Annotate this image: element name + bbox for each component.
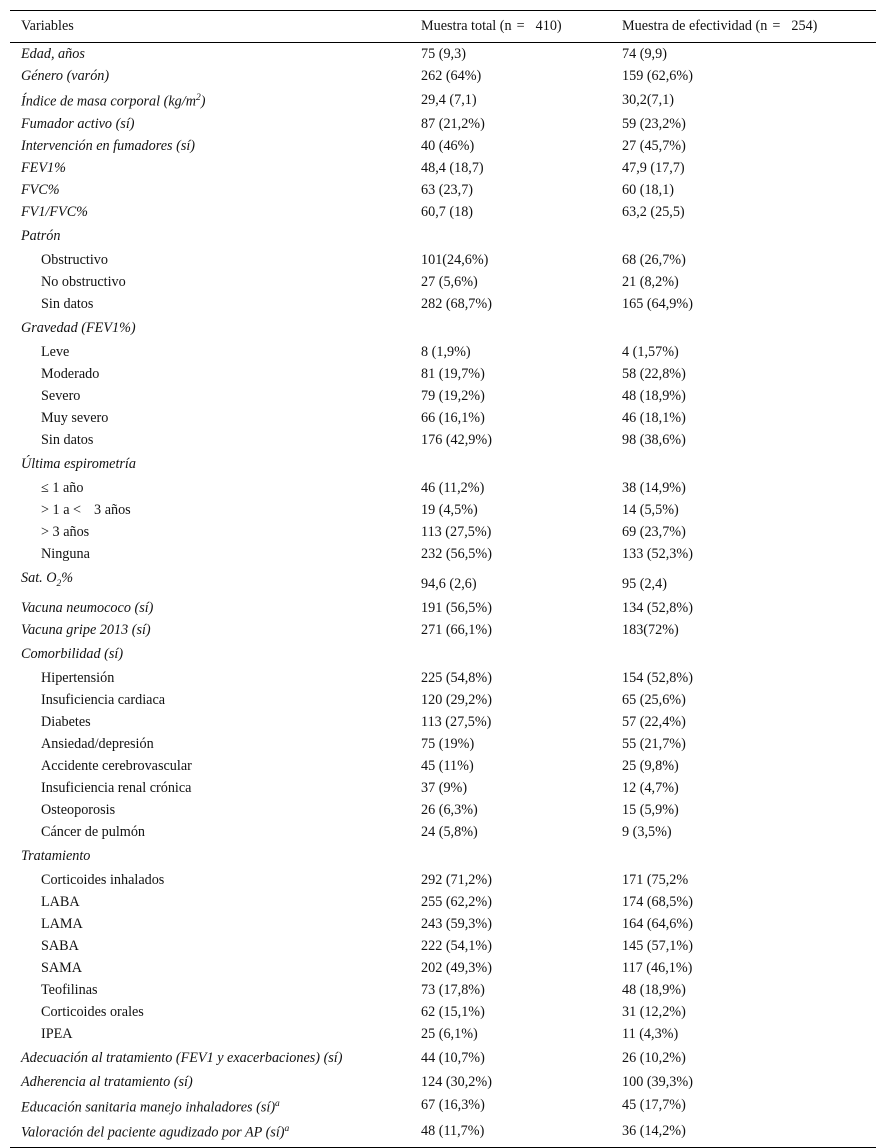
effectiveness-sample-value: 30,2(7,1) [622,91,675,108]
table-row [10,711,876,733]
row-label: Adecuación al tratamiento (FEV1 y exacerbaciones) (sí) [21,1049,343,1066]
total-sample-value: 8 (1,9%) [421,343,471,360]
header-variables: Variables [21,18,74,34]
effectiveness-sample-value: 183(72%) [622,621,679,638]
total-sample-value: 243 (59,3%) [421,915,492,932]
table-row [10,957,876,979]
total-sample-value: 81 (19,7%) [421,365,485,382]
effectiveness-sample-value [613,451,876,477]
total-sample-value: 73 (17,8%) [421,981,485,998]
total-sample-value: 26 (6,3%) [421,801,478,818]
effectiveness-sample-value: 58 (22,8%) [622,365,686,382]
total-sample-value: 87 (21,2%) [421,115,485,132]
total-sample-value: 27 (5,6%) [421,273,478,290]
total-sample-value: 271 (66,1%) [421,621,492,638]
table-row [10,87,876,113]
total-sample-value: 75 (9,3) [421,46,466,62]
row-label: Ansiedad/depresión [41,735,154,752]
total-sample-value [412,451,613,477]
total-sample-value: 113 (27,5%) [421,523,492,540]
effectiveness-sample-value: 165 (64,9%) [622,295,693,312]
effectiveness-sample-value: 65 (25,6%) [622,691,686,708]
effectiveness-sample-value: 38 (14,9%) [622,479,686,496]
effectiveness-sample-value: 48 (18,9%) [622,387,686,404]
effectiveness-sample-value: 27 (45,7%) [622,137,686,154]
table-row [10,565,876,597]
effectiveness-sample-value: 60 (18,1) [622,181,675,198]
effectiveness-sample-value: 117 (46,1%) [622,959,693,976]
table-row [10,201,876,223]
row-label: FVC% [21,181,60,198]
table-row [10,249,876,271]
table-row [10,271,876,293]
table-row [10,1023,876,1045]
total-sample-value: 60,7 (18) [421,203,474,220]
table-row [10,407,876,429]
effectiveness-sample-value: 100 (39,3%) [622,1073,693,1090]
effectiveness-sample-value [613,641,876,667]
row-label: > 3 años [41,523,90,540]
effectiveness-sample-value: 63,2 (25,5) [622,203,685,220]
table-row [10,315,876,341]
total-sample-value: 191 (56,5%) [421,599,492,616]
table-row [10,935,876,957]
effectiveness-sample-value: 68 (26,7%) [622,251,686,268]
row-label: Diabetes [41,713,91,730]
table-row [10,1118,876,1144]
row-label: Valoración del paciente agudizado por AP (sí)$^a$ [21,1124,290,1142]
row-label: Género (varón) [21,68,110,84]
table-row [10,499,876,521]
effectiveness-sample-value: 46 (18,1%) [622,409,686,426]
total-sample-value: 222 (54,1%) [421,937,492,954]
row-label: > 1 a < 3 años [41,501,131,518]
effectiveness-sample-value: 69 (23,7%) [622,523,686,540]
row-label: Vacuna gripe 2013 (sí) [21,621,151,638]
row-label: LABA [41,893,80,910]
table-row [10,979,876,1001]
table-row [10,451,876,477]
row-label: Teofilinas [41,981,98,998]
effectiveness-sample-value: 98 (38,6%) [622,431,686,448]
total-sample-value: 124 (30,2%) [421,1073,492,1090]
header-total-sample: Muestra total (n = 410) [421,18,562,34]
total-sample-value: 24 (5,8%) [421,823,478,840]
table-row [10,891,876,913]
table-row [10,821,876,843]
effectiveness-sample-value: 145 (57,1%) [622,937,693,954]
row-label: Edad, años [21,46,85,62]
table-row [10,843,876,869]
effectiveness-sample-value [613,315,876,341]
total-sample-value: 282 (68,7%) [421,295,492,312]
total-sample-value: 48 (11,7%) [421,1123,485,1140]
total-sample-value: 94,6 (2,6) [421,575,477,592]
effectiveness-sample-value: 74 (9,9) [622,46,667,62]
total-sample-value: 292 (71,2%) [421,871,492,888]
table-row [10,1045,876,1071]
total-sample-value: 101(24,6%) [421,251,489,268]
total-sample-value: 75 (19%) [421,735,475,752]
table-row [10,597,876,619]
row-label: Patrón [21,227,61,244]
row-label: No obstructivo [41,273,126,290]
table-row [10,223,876,249]
effectiveness-sample-value: 59 (23,2%) [622,115,686,132]
effectiveness-sample-value: 11 (4,3%) [622,1025,679,1042]
row-label: Vacuna neumococo (sí) [21,599,154,616]
total-sample-value: 19 (4,5%) [421,501,478,518]
total-sample-value: 67 (16,3%) [421,1097,485,1114]
row-label: Insuficiencia renal crónica [41,779,192,796]
row-label: Última espirometría [21,455,136,472]
row-label: Sin datos [41,431,94,448]
effectiveness-sample-value: 26 (10,2%) [622,1049,686,1066]
effectiveness-sample-value [613,223,876,249]
table-row [10,641,876,667]
total-sample-value: 262 (64%) [421,68,482,84]
table-row [10,913,876,935]
effectiveness-sample-value: 21 (8,2%) [622,273,679,290]
table-row [10,65,876,87]
total-sample-value: 63 (23,7) [421,181,474,198]
row-label: FEV1% [21,159,66,176]
row-label: SABA [41,937,79,954]
table-row [10,43,876,66]
row-label: SAMA [41,959,82,976]
table-row [10,1001,876,1023]
table-row [10,733,876,755]
row-label: ≤ 1 año [41,479,84,496]
total-sample-value: 44 (10,7%) [421,1049,485,1066]
row-label: FV1/FVC% [21,203,88,220]
row-label: Tratamiento [21,847,91,864]
total-sample-value: 25 (6,1%) [421,1025,478,1042]
total-sample-value: 66 (16,1%) [421,409,485,426]
total-sample-value: 40 (46%) [421,137,475,154]
table-row [10,777,876,799]
total-sample-value: 79 (19,2%) [421,387,485,404]
row-label: Cáncer de pulmón [41,823,146,840]
total-sample-value: 113 (27,5%) [421,713,492,730]
effectiveness-sample-value: 154 (52,8%) [622,669,693,686]
total-sample-value: 176 (42,9%) [421,431,492,448]
total-sample-value [412,223,613,249]
effectiveness-sample-value: 55 (21,7%) [622,735,686,752]
total-sample-value: 255 (62,2%) [421,893,492,910]
row-label: Fumador activo (sí) [21,115,135,132]
total-sample-value [412,315,613,341]
row-label: Sat. $O_2\%$ [21,569,74,589]
row-label: Leve [41,343,70,360]
table-row [10,1071,876,1093]
effectiveness-sample-value: 164 (64,6%) [622,915,693,932]
table-row [10,179,876,201]
table-row [10,619,876,641]
total-sample-value: 62 (15,1%) [421,1003,485,1020]
effectiveness-sample-value: 15 (5,9%) [622,801,679,818]
effectiveness-sample-value: 14 (5,5%) [622,501,679,518]
table-row [10,477,876,499]
row-label: Corticoides orales [41,1003,144,1020]
effectiveness-sample-value: 25 (9,8%) [622,757,679,774]
row-label: Educación sanitaria manejo inhaladores (sí)$^a$ [21,1098,280,1116]
effectiveness-sample-value: 36 (14,2%) [622,1123,686,1140]
effectiveness-sample-value: 159 (62,6%) [622,68,693,84]
row-label: Ninguna [41,545,90,562]
effectiveness-sample-value: 45 (17,7%) [622,1097,686,1114]
row-label: Accidente cerebrovascular [41,757,192,774]
characteristics-table [10,11,876,1144]
table-row [10,869,876,891]
effectiveness-sample-value: 31 (12,2%) [622,1003,686,1020]
table-row [10,543,876,565]
table-row [10,385,876,407]
row-label: Moderado [41,365,100,382]
row-label: Comorbilidad (sí) [21,645,124,662]
header-row [10,11,876,43]
total-sample-value: 37 (9%) [421,779,468,796]
effectiveness-sample-value: 133 (52,3%) [622,545,693,562]
table-row [10,667,876,689]
effectiveness-sample-value: 12 (4,7%) [622,779,679,796]
row-label: LAMA [41,915,83,932]
row-label: Intervención en fumadores (sí) [21,137,196,154]
effectiveness-sample-value: 47,9 (17,7) [622,159,685,176]
table-row [10,341,876,363]
table-row [10,689,876,711]
row-label: Hipertensión [41,669,115,686]
total-sample-value: 225 (54,8%) [421,669,492,686]
total-sample-value: 48,4 (18,7) [421,159,484,176]
table-row [10,799,876,821]
table-row [10,157,876,179]
table-row [10,429,876,451]
total-sample-value: 45 (11%) [421,757,474,774]
table-row [10,755,876,777]
row-label: Insuficiencia cardiaca [41,691,166,708]
total-sample-value: 232 (56,5%) [421,545,492,562]
row-label: Gravedad (FEV1%) [21,319,136,336]
total-sample-value: 202 (49,3%) [421,959,492,976]
row-label: Obstructivo [41,251,108,268]
effectiveness-sample-value: 171 (75,2% [622,871,689,888]
effectiveness-sample-value: 48 (18,9%) [622,981,686,998]
row-label: Sin datos [41,295,94,312]
table-row [10,293,876,315]
total-sample-value: 29,4 (7,1) [421,91,477,108]
effectiveness-sample-value: 174 (68,5%) [622,893,693,910]
effectiveness-sample-value: 57 (22,4%) [622,713,686,730]
header-effectiveness-sample: Muestra de efectividad (n = 254) [622,18,818,34]
table-row [10,135,876,157]
table-row [10,521,876,543]
total-sample-value: 46 (11,2%) [421,479,485,496]
total-sample-value [412,843,613,869]
row-label: Muy severo [41,409,109,426]
table-container [10,10,876,1148]
effectiveness-sample-value: 134 (52,8%) [622,599,693,616]
effectiveness-sample-value [613,843,876,869]
row-label: Severo [41,387,81,404]
row-label: Corticoides inhalados [41,871,165,888]
row-label: Osteoporosis [41,801,116,818]
effectiveness-sample-value: 9 (3,5%) [622,823,672,840]
total-sample-value [412,641,613,667]
effectiveness-sample-value: 95 (2,4) [622,575,667,592]
total-sample-value: 120 (29,2%) [421,691,492,708]
row-label: Índice de masa corporal $(kg/m^2)$ [21,93,206,110]
effectiveness-sample-value: 4 (1,57%) [622,343,679,360]
table-row [10,363,876,385]
table-row [10,1093,876,1119]
row-label: IPEA [41,1025,73,1042]
row-label: Adherencia al tratamiento (sí) [21,1073,193,1090]
table-row [10,113,876,135]
